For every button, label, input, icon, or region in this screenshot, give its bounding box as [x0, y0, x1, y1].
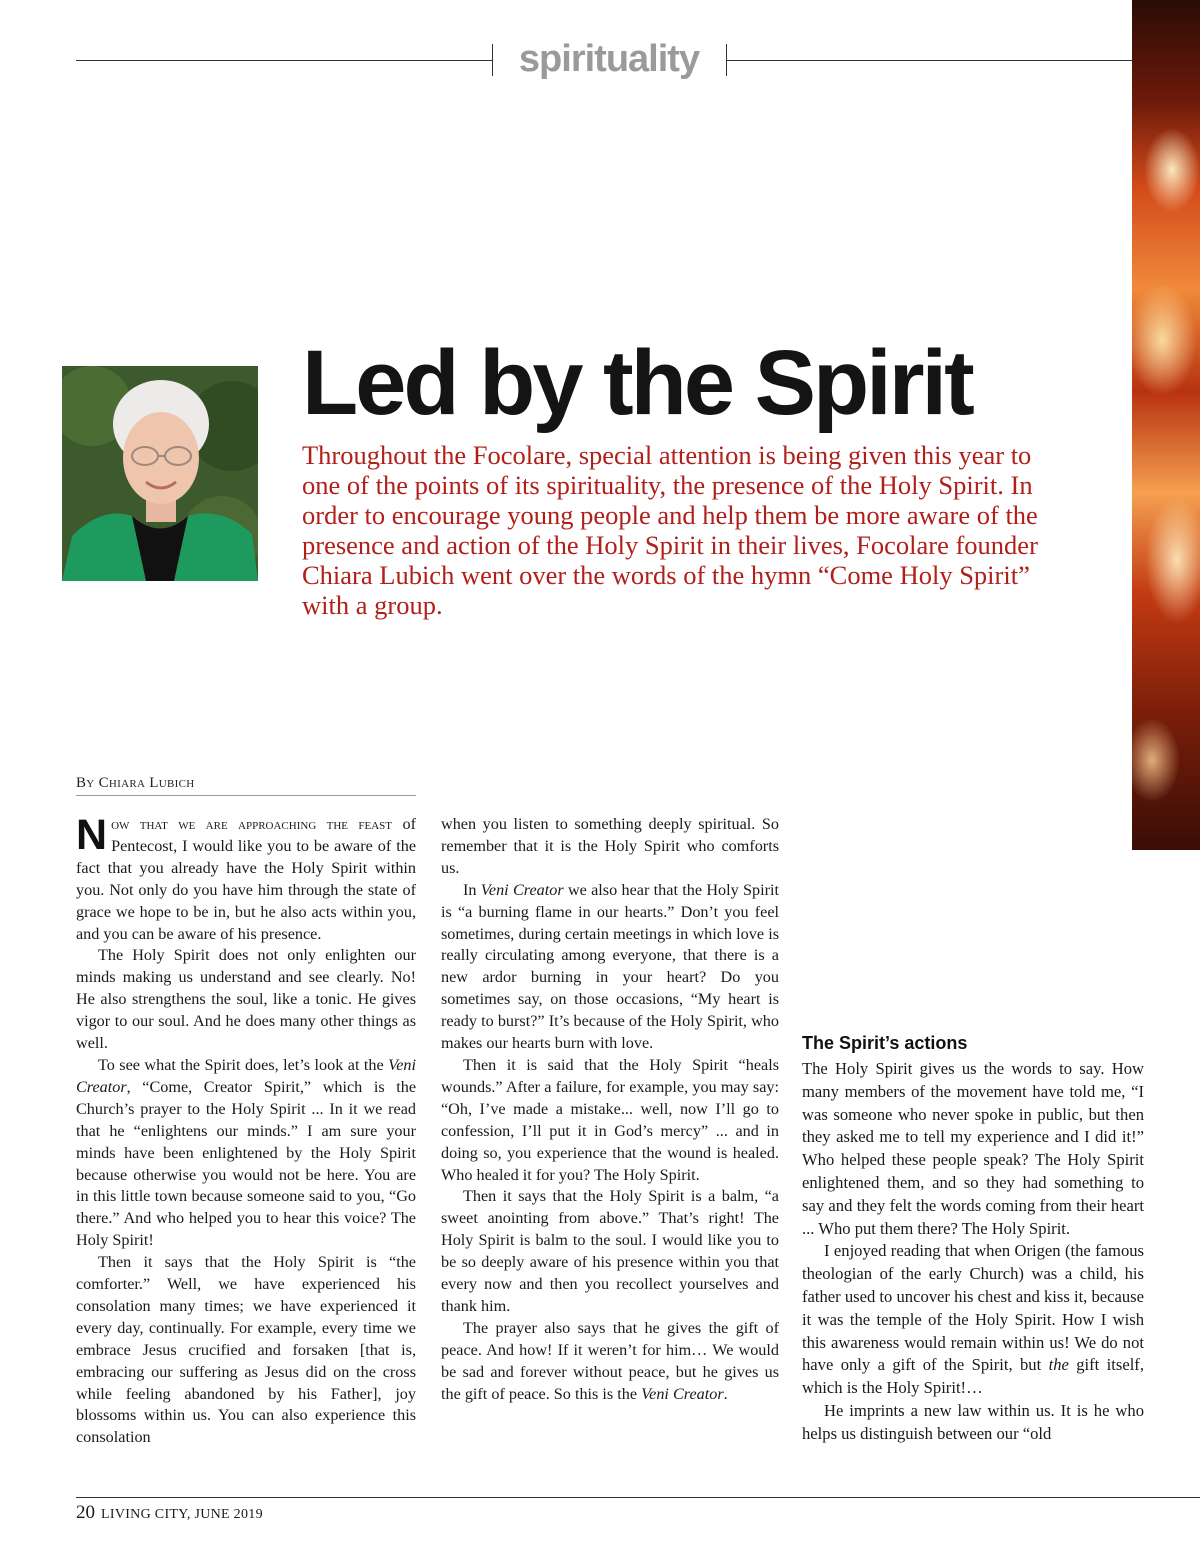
emphasis: Veni Creator	[480, 880, 564, 899]
paragraph-text: of Pentecost, I would like you to be aware of the fact that you already have the Holy Spirit within you. Not only do you have him through the state of grace we hope to be in, but he also acts within you, and you can be aware of his presence.	[76, 815, 416, 943]
paragraph-text: we also hear that the Holy Spirit is “a burning flame in our hearts.” Don’t you feel sometimes, during certain meetings in which love is really circulating among everyone, that there is a new ardor burning in your heart? Do you sometimes say, on those occasions, “My heart is ready to burst?” It’s because of the Holy Spirit, who makes our hearts burn with love.	[441, 880, 779, 1053]
header-rule-right	[726, 60, 1132, 61]
publication-line: LIVING CITY, JUNE 2019	[101, 1507, 263, 1522]
paragraph-text: The prayer also says that he gives the gift of peace. And how! If it weren’t for him… We would be sad and forever without peace, but he gives us the gift of peace. So this is the	[441, 1318, 779, 1403]
page-number: 20	[76, 1502, 95, 1523]
paragraph-text: , “Come, Creator Spirit,” which is the Church’s prayer to the Holy Spirit ... In it we read that he “enlightens our minds.” I am sure your minds have been enlightened by the Holy Spirit because otherwise you would not be here. You are in this little town because someone said to you, “Go there.” And who helped you to hear this voice? The Holy Spirit!	[76, 1077, 416, 1250]
body-column-2	[441, 814, 779, 1405]
header-rule-left	[76, 60, 492, 61]
section-label: spirituality	[518, 38, 700, 80]
article-dek: Throughout the Focolare, special attention is being given this year to one of the points of its spirituality, the presence of the Holy Spirit. In order to encourage young people and help them be more aware of the presence and action of the Holy Spirit in their lives, Focolare founder Chiara Lubich went over the words of the hymn “Come Holy Spirit” with a group.	[302, 440, 1038, 620]
paragraph-text: In	[463, 880, 481, 899]
body-column-3	[802, 1058, 1144, 1446]
paragraph: He imprints a new law within us. It is he who helps us distinguish between our “old	[802, 1400, 1144, 1443]
article-title: Led by the Spirit	[302, 332, 972, 434]
flame-photo	[1132, 0, 1200, 850]
header-tick-left	[492, 44, 493, 76]
lead-in: ow that we are approaching the feast	[111, 816, 392, 833]
emphasis: the	[1048, 1355, 1069, 1375]
paragraph-text: gift itself, which is the Holy Spirit!…	[802, 1355, 1144, 1398]
emphasis: Veni Creator	[76, 1055, 416, 1096]
paragraph: Then it is said that the Holy Spirit “heals wounds.” After a failure, for example, you may say: “Oh, I’ve made a mistake... well, now I’ll go to confession, I’ll put it in God’s mercy” ... and in doing so, you experience that the wound is healed. Who healed it for you? The Holy Spirit.	[441, 1055, 779, 1184]
footer-rule	[76, 1497, 1200, 1498]
emphasis: Veni Creator	[641, 1384, 724, 1403]
paragraph	[441, 1318, 779, 1406]
paragraph-text: To see what the Spirit does, let’s look at the	[98, 1055, 389, 1074]
paragraph: when you listen to something deeply spiritual. So remember that it is the Holy Spirit who comforts us.	[441, 815, 779, 877]
paragraph-text: .	[723, 1384, 728, 1403]
paragraph: Then it says that the Holy Spirit is a balm, “a sweet anointing from above.” That’s right! The Holy Spirit is balm to the soul. I would like you to be so deeply aware of his presence within you that every now and then you recollect yourselves and thank him.	[441, 1187, 779, 1315]
portrait-photo	[62, 366, 258, 581]
paragraph	[76, 1055, 416, 1252]
paragraph: The Holy Spirit does not only enlighten our minds making us understand and see clearly. No! He also strengthens the soul, like a tonic. He gives vigor to our soul. And he does many other things as well.	[76, 946, 416, 1053]
paragraph-text: I enjoyed reading that when Origen (the famous theologian of the early Church) was a child, his father used to uncover his chest and kiss it, because it was the temple of the Holy Spirit. How I wish this awareness would remain within us! We do not have only a gift of the Spirit, but	[802, 1241, 1144, 1375]
drop-cap: N	[76, 811, 108, 859]
subhead: The Spirit’s actions	[802, 1033, 968, 1053]
paragraph	[802, 1240, 1144, 1400]
paragraph	[76, 811, 416, 945]
paragraph: The Holy Spirit gives us the words to say. How many members of the movement have told me, “I was someone who never spoke in public, but then they asked me to tell my experience and I did it!” Who helped these people speak? The Holy Spirit enlightened them, and so they had something to say and they felt the words coming from their heart ... Who put them there? The Holy Spirit.	[802, 1059, 1144, 1238]
paragraph: Then it says that the Holy Spirit is “the comforter.” Well, we have experienced his consolation many times; we have experienced it every day, continually. For example, every time we embrace Jesus crucified and forsaken [that is, embracing our suffering as Jesus did on the cross while feeling abandoned by his Father], joy blossoms within us. You can also experience this consolation	[76, 1253, 416, 1447]
paragraph	[441, 880, 779, 1055]
byline: By Chiara Lubich	[76, 775, 416, 796]
folio	[76, 1502, 263, 1524]
body-column-1	[76, 811, 416, 1449]
